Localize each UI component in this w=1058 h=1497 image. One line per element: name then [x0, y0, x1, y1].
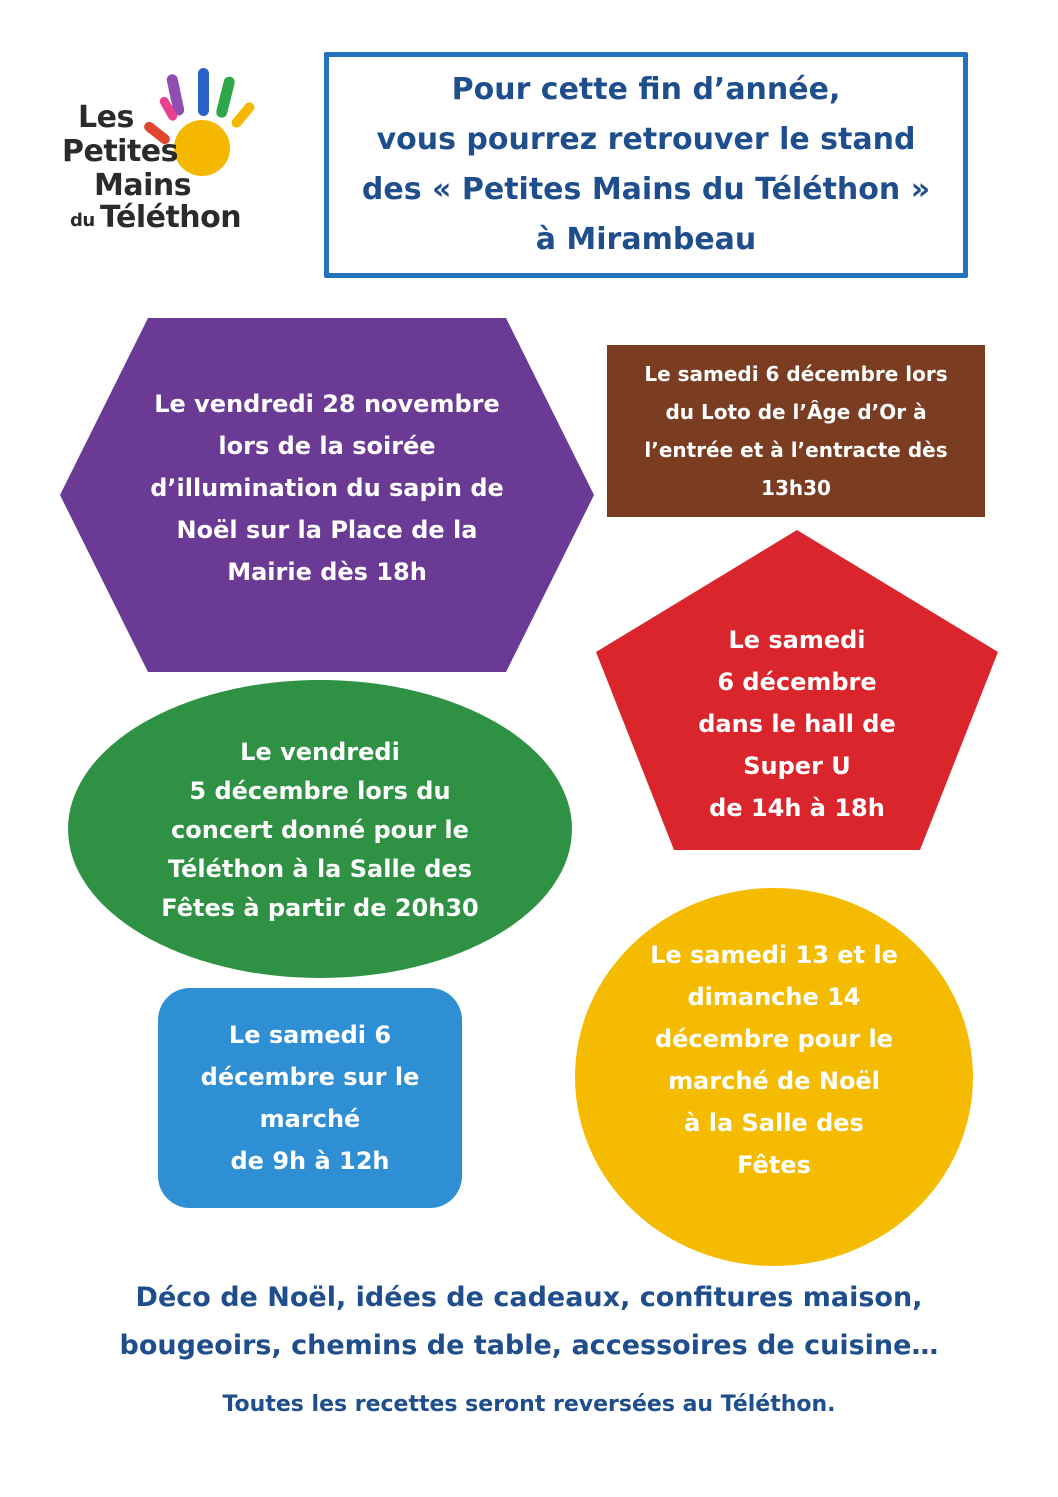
- event-pentagon-text: [640, 618, 954, 830]
- event-line: l’entrée et à l’entracte dès: [644, 438, 948, 462]
- event-line: marché: [259, 1105, 361, 1133]
- event-line: dimanche 14: [687, 983, 861, 1011]
- logo-line-petites: Petites: [62, 134, 179, 169]
- event-line: Super U: [743, 752, 851, 780]
- event-line: à la Salle des: [684, 1109, 864, 1137]
- event-line: décembre pour le: [654, 1025, 894, 1053]
- event-line: décembre sur le: [200, 1063, 420, 1091]
- footer-products-line-1: Déco de Noël, idées de cadeaux, confitures maison,: [135, 1282, 923, 1313]
- event-line: Le vendredi 28 novembre: [154, 389, 500, 418]
- event-line: lors de la soirée: [218, 431, 436, 460]
- event-line: 13h30: [761, 476, 831, 500]
- event-line: 5 décembre lors du: [189, 776, 451, 805]
- event-line: Noël sur la Place de la: [176, 515, 478, 544]
- event-line: Le samedi 13 et le: [650, 941, 898, 969]
- event-hexagon-text: [100, 380, 554, 595]
- header-line: vous pourrez retrouver le stand: [376, 122, 916, 157]
- event-line: concert donné pour le: [171, 815, 469, 844]
- logo-line-mains: Mains: [94, 168, 192, 203]
- event-ellipse-text: [100, 730, 540, 930]
- event-line: Le samedi: [728, 626, 866, 654]
- event-line: Le vendredi: [240, 737, 400, 766]
- event-line: Téléthon à la Salle des: [167, 854, 473, 883]
- event-circle-text: [575, 930, 973, 1190]
- header-line: à Mirambeau: [535, 222, 757, 257]
- event-line: marché de Noël: [668, 1067, 880, 1095]
- logo-line-les: Les: [78, 100, 134, 135]
- event-line: Fêtes: [737, 1151, 811, 1179]
- event-line: dans le hall de: [698, 710, 896, 738]
- event-line: 6 décembre: [717, 668, 877, 696]
- header-line: des « Petites Mains du Téléthon »: [361, 172, 931, 207]
- footer-donation-note: Toutes les recettes seront reversées au Téléthon.: [222, 1392, 836, 1417]
- event-line: d’illumination du sapin de: [150, 473, 504, 502]
- event-line: Le samedi 6 décembre lors: [644, 362, 948, 386]
- event-brown-text: [607, 345, 985, 517]
- logo-line-du: du: [70, 210, 95, 231]
- header-box: [324, 52, 968, 278]
- event-blue-text: [158, 988, 462, 1208]
- event-line: Fêtes à partir de 20h30: [161, 893, 479, 922]
- footer-products-line-2: bougeoirs, chemins de table, accessoires de cuisine…: [119, 1330, 939, 1361]
- telethon-logo: [60, 60, 280, 250]
- event-line: du Loto de l’Âge d’Or à: [665, 400, 927, 424]
- event-line: de 14h à 18h: [709, 794, 885, 822]
- logo-line-telethon: Téléthon: [100, 200, 242, 235]
- event-line: Le samedi 6: [228, 1021, 392, 1049]
- header-line: Pour cette fin d’année,: [451, 72, 841, 107]
- event-line: de 9h à 12h: [230, 1147, 390, 1175]
- event-line: Mairie dès 18h: [227, 557, 427, 586]
